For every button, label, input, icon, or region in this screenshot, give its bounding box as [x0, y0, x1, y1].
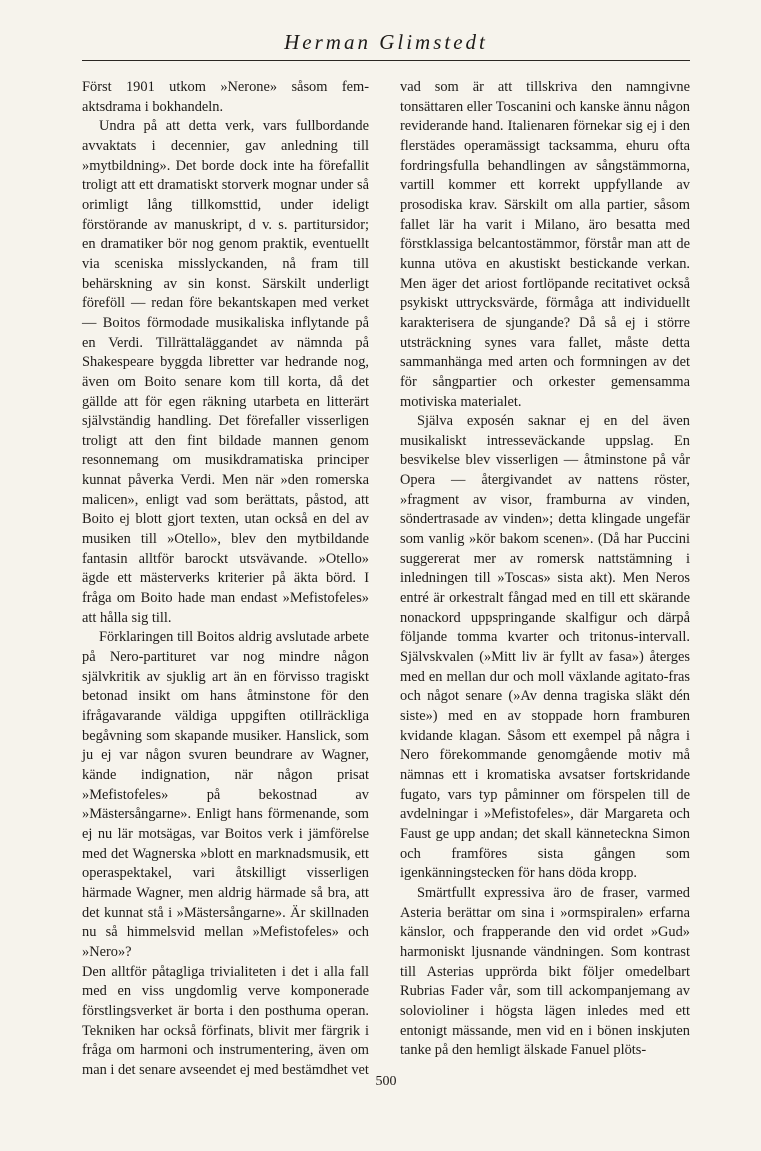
paragraph: Smärtfullt expressiva äro de fraser, varmed Asteria berättar om sina i »ormspiralen» erfarna känslor, och frapperande den vid ordet »Gud» harmoniskt ljusnande vändningen. Som kontrast till Asterias upprörda bikt följer omedelbart Rubrias Fader vår, som till ackompanjemang av solovioliner i högsta lägen inledes med ett entonigt mässande, men vid en i bönen inskjuten tanke på den hemligt älskade Fanuel plöts-	[400, 884, 690, 1059]
paragraph: Själva exposén saknar ej en del även musikaliskt intresseväckande uppslag. En besvikelse blev visserligen — åtminstone på vår Opera — återgivandet av nattens röster, »fragment av visor, framburna av vinden, söndertrasade av vinden»; detta klingade ungefär som vanlig »kör bakom scenen». (Då har Puccini suggererat mer av romersk nattstämning i inledningen till »Toscas» sista akt). Men Neros entré är orkestralt fångad med en till ett skärande nonackord uppspringande skalfigur och därpå följande tomma kvarter och tritonus-intervall. Självskvalen (»Mitt liv är fyllt av fasa») återges med en mellan dur och moll växlande agitato-fras och något senare (»Av denna tragiska släkt dén siste») med en av stoppade horn framburen kvidande klagan. Såsom ett exempel på några i Nero förekommande genomgående motiv må nämnas ett i kromatiska avsatser fortskridande fugato, vars typ påminner om förspelen till de avdelningar i »Mefistofeles», där Margareta och Faust ge upp andan; det skall känneteckna Simon och framföres sista gången som igenkänningstecken för hans döda kropp.	[400, 413, 690, 882]
paragraph: Undra på att detta verk, vars fullbordande avvaktats i decennier, gav anledning till »mytbildning». Det borde dock inte ha förefallit troligt att ett dramatiskt storverk mognar under så orimligt lång tillkomsttid, under ideligt förstörande av manuskript, d v. s. partitursidor; en dramatiker bör nog genom praktik, eventuellt via sceniska misslyckanden, nå fram till behärskning av sin konst. Särskilt underligt föreföll — redan före bekantskapen med verket — Boitos förmodade musikaliska inflytande på en Verdi. Tillrättaläggandet av nämnda på Shakespeare byggda libretter var hedrande nog, även om Boito senare kom till korta, då det gällde att för egen räkning utarbeta en litterärt självständig handling. Det förefaller visserligen troligt att den fint bildade mannen genom resonnemang om musikdramatiska principer kunnat påverka Verdi. Men när »den romerska malicen», enligt vad som berättats, påstod, att Boito ej blott gjort texten, utan också en del av musiken till »Otello», blev den mytbildande fantasin alltför barockt utsvävande. »Otello» ägde ett mästerverks kriterier på äkta börd. I fråga om Boito hade man endast »Mefistofeles» att hålla sig till.	[82, 118, 369, 626]
paragraph: Den alltför påtagliga trivialiteten i det i alla fall med en viss ungdomlig verve komponerade förstlingsverket är borta i den posthuma operan. Tekniken har också förfinats, blivit mer färgrik i fråga om harmoni och instrumentering, även om man i det senare avseendet ej med bestämdhet vet	[82, 963, 369, 1078]
paragraph: vad som är att tillskriva den namngivne tonsättaren eller Toscanini och kanske ännu någon reviderande hand. Italienaren förnekar sig ej i den flerstädes operamässigt tacksamma, ehuru ofta fordringsfulla behandlingen av sångstämmorna, vartill kommer ett korrekt uppfyllande av prosodiska krav. Särskilt om alla partier, såsom fallet lär ha varit i Milano, äro besatta med förstklassiga belcantostämmor, förstår man att de kunna utöva en akustiskt bestickande verkan. Men äger det ariost fortlöpande recitativet också psykiskt uttrycksvärde, förmåga att individuellt karakterisera de sjungande? Då så ej i större utsträckning synes vara fallet, måste detta sammanhänga med arten och formningen av det för sångpartier och orkester gemensamma motiviska materialet.	[400, 79, 690, 410]
right-column	[400, 78, 690, 1061]
header-rule	[82, 60, 690, 61]
running-header: Herman Glimstedt	[284, 30, 488, 54]
paragraph: Först 1901 utkom »Nerone» såsom fem-aktsdrama i bokhandeln.	[82, 79, 369, 115]
page-number: 500	[375, 1074, 397, 1089]
left-column	[82, 78, 369, 1080]
paragraph: Förklaringen till Boitos aldrig avslutade arbete på Nero-partituret var nog mindre någon självkritik av sjuklig art än en förvisso tragiskt betonad insikt om hans åtminstone för den ifrågavarande väldiga uppgiften otillräckliga begåvning som skapande musiker. Hanslick, som ju ej var någon svuren beundrare av Wagner, kände indignation, när någon prisat »Mefistofeles» på bekostnad av »Mästersångarne». Enligt hans förmenande, som ej nu lär motsägas, var Boitos verk i jämförelse med det Wagnerska »blott en marknadsmusik, ett operaspektakel, vari åtskilligt visserligen härmade Wagner, men aldrig härmade så bra, att det kunnat stå i »Mästersångarne». Är skillnaden nu så himmelsvid mellan »Mefistofeles» och »Nero»?	[82, 629, 369, 960]
